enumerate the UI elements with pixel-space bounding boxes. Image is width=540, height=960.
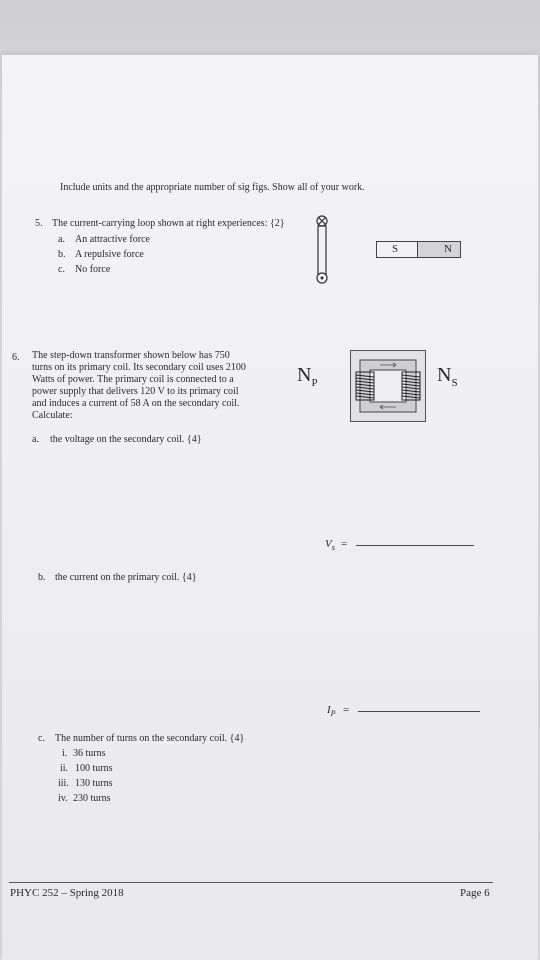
q6-part-a: the voltage on the secondary coil. {4} — [50, 434, 202, 445]
q6-line: and induces a current of 58 A on the secondary coil. — [32, 398, 240, 409]
np-label: $N_P$ — [297, 364, 318, 389]
vs-label: $V_s$ — [325, 538, 335, 553]
q6-c-option-roman: ii. — [60, 763, 69, 774]
magnet-n-label: N — [444, 243, 452, 255]
q6-line: power supply that delivers 120 V to its primary coil — [32, 386, 239, 397]
q5-number: 5. — [35, 218, 43, 229]
q5-option-c-letter: c. — [58, 264, 65, 275]
q6-part-c: The number of turns on the secondary coil. {4} — [55, 733, 245, 744]
q5-option-b: A repulsive force — [75, 249, 144, 260]
vs-equals: = — [341, 538, 348, 550]
footer-course: PHYC 252 – Spring 2018 — [10, 887, 124, 899]
q6-part-b-letter: b. — [38, 572, 46, 583]
transformer-diagram — [350, 350, 426, 422]
q6-c-option-roman: iv. — [58, 793, 68, 804]
q6-question — [32, 350, 290, 422]
q6-line: turns on its primary coil. Its secondary coil uses 2100 — [32, 362, 246, 373]
loop-wire — [318, 226, 326, 276]
magnet-north-pole — [418, 242, 460, 257]
q6-c-option-iv: 230 turns — [73, 793, 111, 804]
vs-answer-line[interactable] — [356, 545, 474, 546]
ip-label: $I_P$ — [327, 704, 336, 719]
q5-option-a: An attractive force — [75, 234, 150, 245]
current-into-page-icon — [317, 216, 327, 226]
current-loop-figure — [310, 212, 334, 284]
q6-c-option-roman: iii. — [58, 778, 69, 789]
q6-c-option-i: 36 turns — [73, 748, 106, 759]
footer-rule — [9, 882, 493, 883]
q5-option-b-letter: b. — [58, 249, 66, 260]
instructions: Include units and the appropriate number of sig figs. Show all of your work. — [60, 182, 365, 193]
current-out-of-page-icon — [317, 273, 327, 283]
magnet-south-pole — [377, 242, 418, 257]
q6-number: 6. — [12, 352, 20, 363]
magnet-s-label: S — [392, 243, 399, 255]
ns-label: $N_S$ — [437, 364, 458, 389]
bar-magnet — [376, 241, 461, 258]
q6-line: Calculate: — [32, 410, 73, 421]
ip-answer-line[interactable] — [358, 711, 480, 712]
footer-page-number: Page 6 — [460, 887, 490, 899]
q6-c-option-ii: 100 turns — [75, 763, 113, 774]
ip-equals: = — [343, 704, 350, 716]
q6-line: The step-down transformer shown below has 750 — [32, 350, 230, 361]
q6-c-option-iii: 130 turns — [75, 778, 113, 789]
q6-c-option-roman: i. — [62, 748, 68, 759]
q6-part-c-letter: c. — [38, 733, 45, 744]
q5-option-a-letter: a. — [58, 234, 65, 245]
q5-question: The current-carrying loop shown at right experiences: {2} — [52, 218, 285, 229]
q6-part-b: the current on the primary coil. {4} — [55, 572, 197, 583]
q6-part-a-letter: a. — [32, 434, 39, 445]
q5-option-c: No force — [75, 264, 111, 275]
q6-line: Watts of power. The primary coil is connected to a — [32, 374, 234, 385]
